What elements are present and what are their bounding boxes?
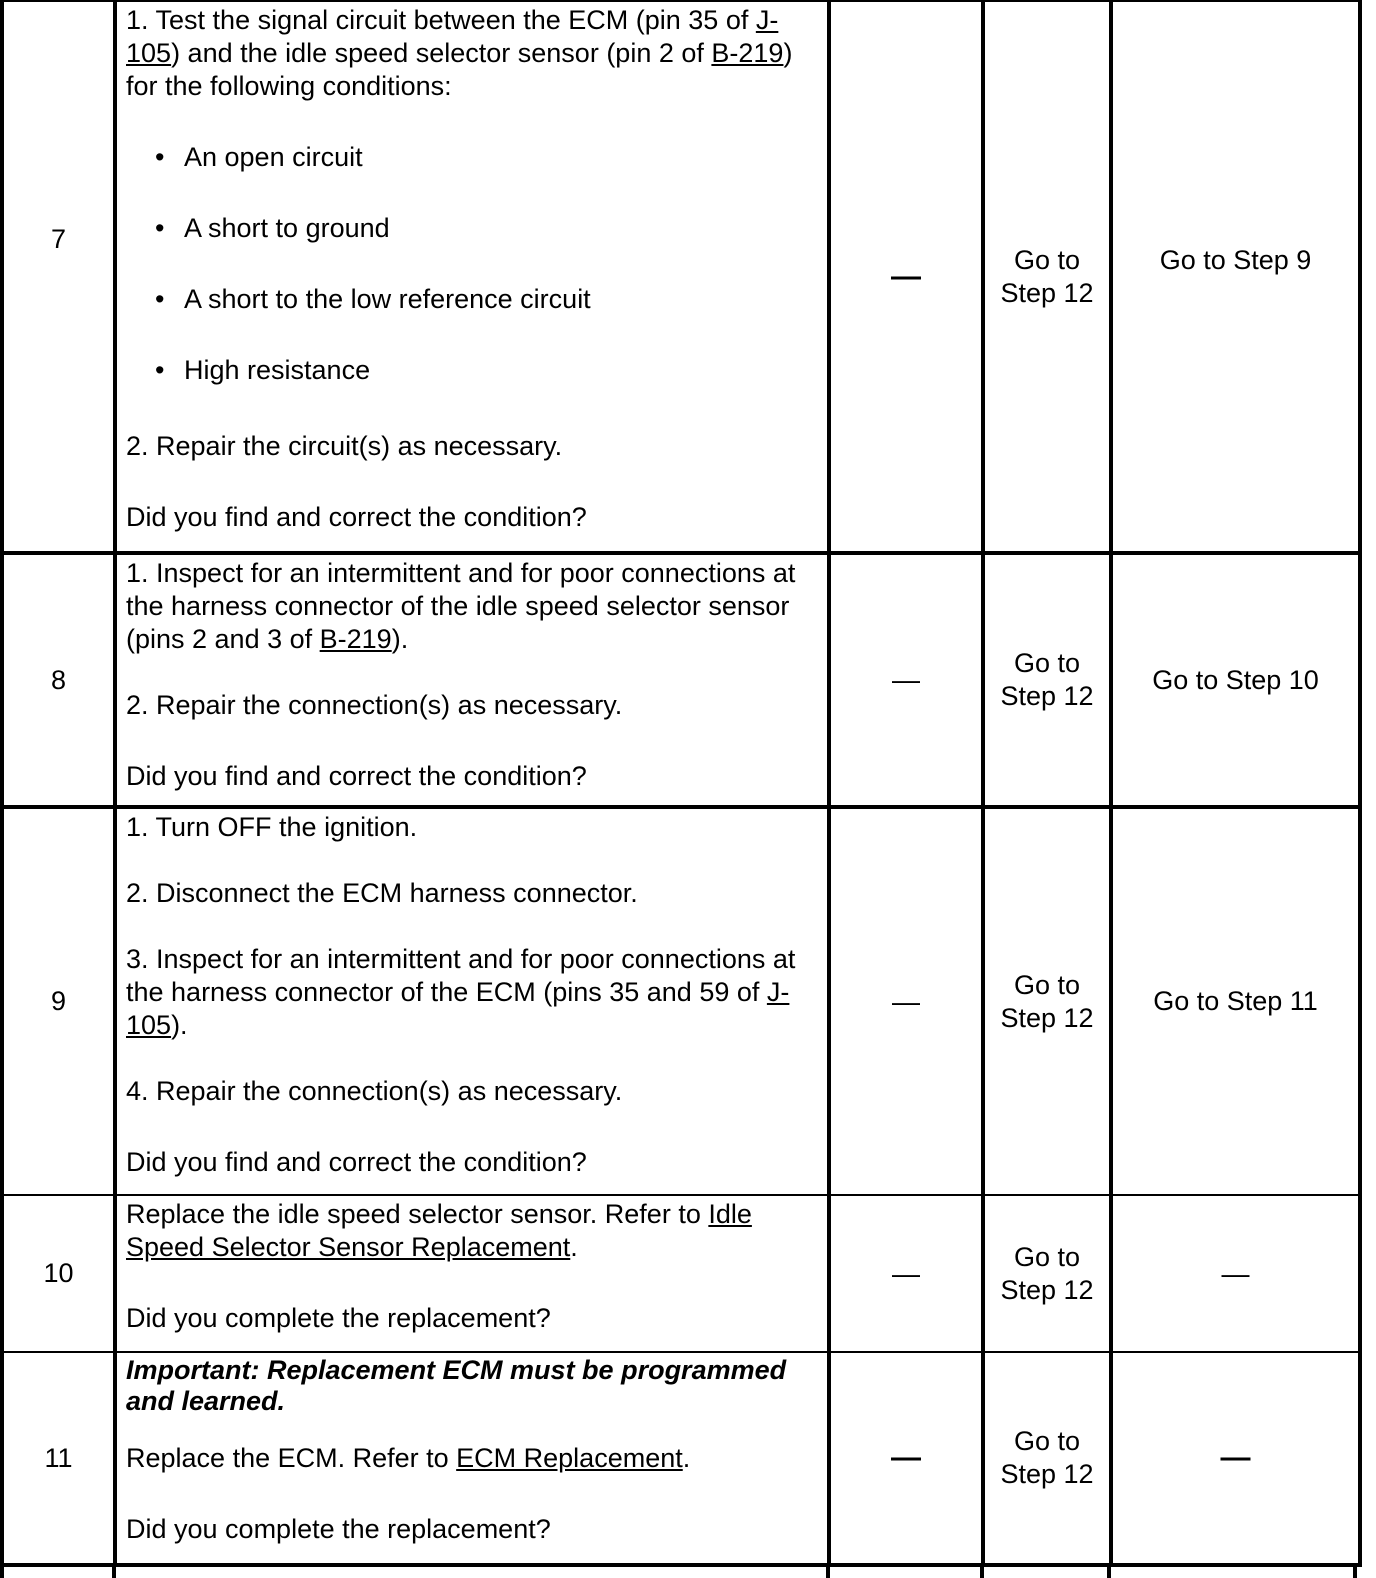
action-text: ) and the idle speed selector sensor (pin 2 of: [171, 38, 712, 68]
no-cell: [1111, 553, 1360, 807]
step-number: 8: [50, 664, 67, 695]
action-cell: [115, 1352, 829, 1565]
important-note: Important: Replacement ECM must be programmed and learned.: [126, 1355, 787, 1416]
value-cell: [829, 553, 983, 807]
yes-cell: [983, 807, 1111, 1195]
replacement-procedure-link[interactable]: Idle Speed Selector Sensor Replacement: [126, 1199, 752, 1262]
step-number-cell: [2, 553, 115, 807]
value-dash: —: [892, 985, 920, 1017]
action-text: 1. Inspect for an intermittent and for poor connections at the harness connector of the idle speed selector sensor (pins 2 and 3 of: [126, 558, 796, 654]
action-cell: [115, 1195, 829, 1352]
yes-result: Go to Step 12: [1000, 1241, 1094, 1305]
step-number-cell: [2, 1195, 115, 1352]
step-number: 7: [50, 224, 67, 254]
list-item-text: A short to the low reference circuit: [184, 284, 591, 314]
list-item-text: An open circuit: [184, 142, 363, 172]
next-row-stub: [0, 1566, 1358, 1578]
bullet-icon: •: [155, 142, 165, 172]
list-item: [126, 212, 819, 245]
question-text: Did you find and correct the condition?: [126, 502, 587, 532]
action-paragraph: [126, 557, 819, 656]
no-result: Go to Step 9: [1159, 245, 1312, 275]
yes-cell: [983, 1195, 1111, 1352]
connector-link-b219[interactable]: B-219: [711, 38, 784, 68]
yes-cell: [983, 553, 1111, 807]
list-item-text: High resistance: [184, 355, 371, 385]
action-text: 1. Test the signal circuit between the ECM (pin 35 of: [126, 5, 756, 35]
action-text: Replace the idle speed selector sensor. Refer to: [126, 1199, 709, 1229]
value-cell: [829, 807, 983, 1195]
value-cell: [829, 1352, 983, 1565]
action-paragraph: 2. Repair the circuit(s) as necessary.: [126, 431, 563, 461]
list-item: [126, 283, 819, 316]
connector-link-j105[interactable]: J-105: [126, 5, 779, 68]
yes-result: Go to Step 12: [1000, 244, 1094, 308]
yes-result: Go to Step 12: [1000, 1426, 1094, 1489]
no-cell: [1111, 807, 1360, 1195]
step-number-cell: [2, 1352, 115, 1565]
yes-result: Go to Step 12: [1000, 648, 1094, 711]
list-item: [126, 141, 819, 174]
yes-cell: [983, 1352, 1111, 1565]
yes-result: Go to Step 12: [1000, 969, 1094, 1033]
action-paragraph: [126, 4, 819, 103]
table-row-step-8: [2, 553, 1360, 807]
bullet-icon: •: [155, 284, 165, 314]
value-cell: [829, 1195, 983, 1352]
list-item: [126, 354, 819, 387]
table-row-step-11: [2, 1352, 1360, 1565]
step-number: 10: [43, 1258, 74, 1288]
action-paragraph: [126, 1442, 819, 1475]
no-result: Go to Step 10: [1152, 664, 1319, 695]
step-number: 9: [50, 986, 67, 1016]
step-number: 11: [44, 1442, 73, 1473]
action-paragraph: [126, 943, 819, 1042]
action-text: Replace the ECM. Refer to: [126, 1443, 457, 1473]
no-result: —: [1221, 1257, 1250, 1289]
action-text: ) for the following conditions:: [126, 38, 793, 101]
action-text: .: [570, 1232, 578, 1262]
value-cell: [829, 1, 983, 553]
action-text: ).: [391, 624, 409, 654]
no-result: —: [1220, 1441, 1251, 1474]
action-paragraph: 4. Repair the connection(s) as necessary.: [126, 1076, 623, 1106]
value-dash: —: [891, 259, 921, 293]
no-cell: [1111, 1352, 1360, 1565]
no-result: Go to Step 11: [1153, 986, 1318, 1016]
question-text: Did you find and correct the condition?: [126, 1147, 587, 1177]
connector-link-b219[interactable]: B-219: [319, 624, 392, 654]
connector-link-j105[interactable]: J-105: [126, 977, 790, 1040]
yes-cell: [983, 1, 1111, 553]
action-cell: [115, 553, 829, 807]
table-row-step-10: [2, 1195, 1360, 1352]
bullet-icon: •: [155, 213, 165, 243]
value-dash: —: [892, 1257, 920, 1289]
question-text: Did you complete the replacement?: [126, 1514, 551, 1544]
question-text: Did you complete the replacement?: [126, 1303, 551, 1333]
no-cell: [1111, 1195, 1360, 1352]
list-item-text: A short to ground: [184, 213, 390, 243]
bullet-icon: •: [155, 355, 165, 385]
no-cell: [1111, 1, 1360, 553]
table-row-step-7: [2, 1, 1360, 553]
step-number-cell: [2, 807, 115, 1195]
step-number-cell: [2, 1, 115, 553]
action-paragraph: 2. Disconnect the ECM harness connector.: [126, 878, 638, 908]
action-text: .: [682, 1443, 691, 1473]
action-text: 3. Inspect for an intermittent and for poor connections at the harness connector of the ECM (pins 35 and 59 of: [126, 944, 796, 1007]
action-text: ).: [171, 1010, 188, 1040]
value-dash: —: [891, 1441, 921, 1474]
value-dash: —: [892, 664, 920, 695]
action-paragraph: 1. Turn OFF the ignition.: [126, 812, 418, 842]
action-paragraph: 2. Repair the connection(s) as necessary.: [126, 690, 623, 720]
ecm-replacement-link[interactable]: ECM Replacement: [456, 1443, 683, 1473]
action-cell: [115, 807, 829, 1195]
action-paragraph: [126, 1198, 819, 1264]
action-cell: [115, 1, 829, 553]
table-row-step-9: [2, 807, 1360, 1195]
question-text: Did you find and correct the condition?: [126, 761, 587, 791]
